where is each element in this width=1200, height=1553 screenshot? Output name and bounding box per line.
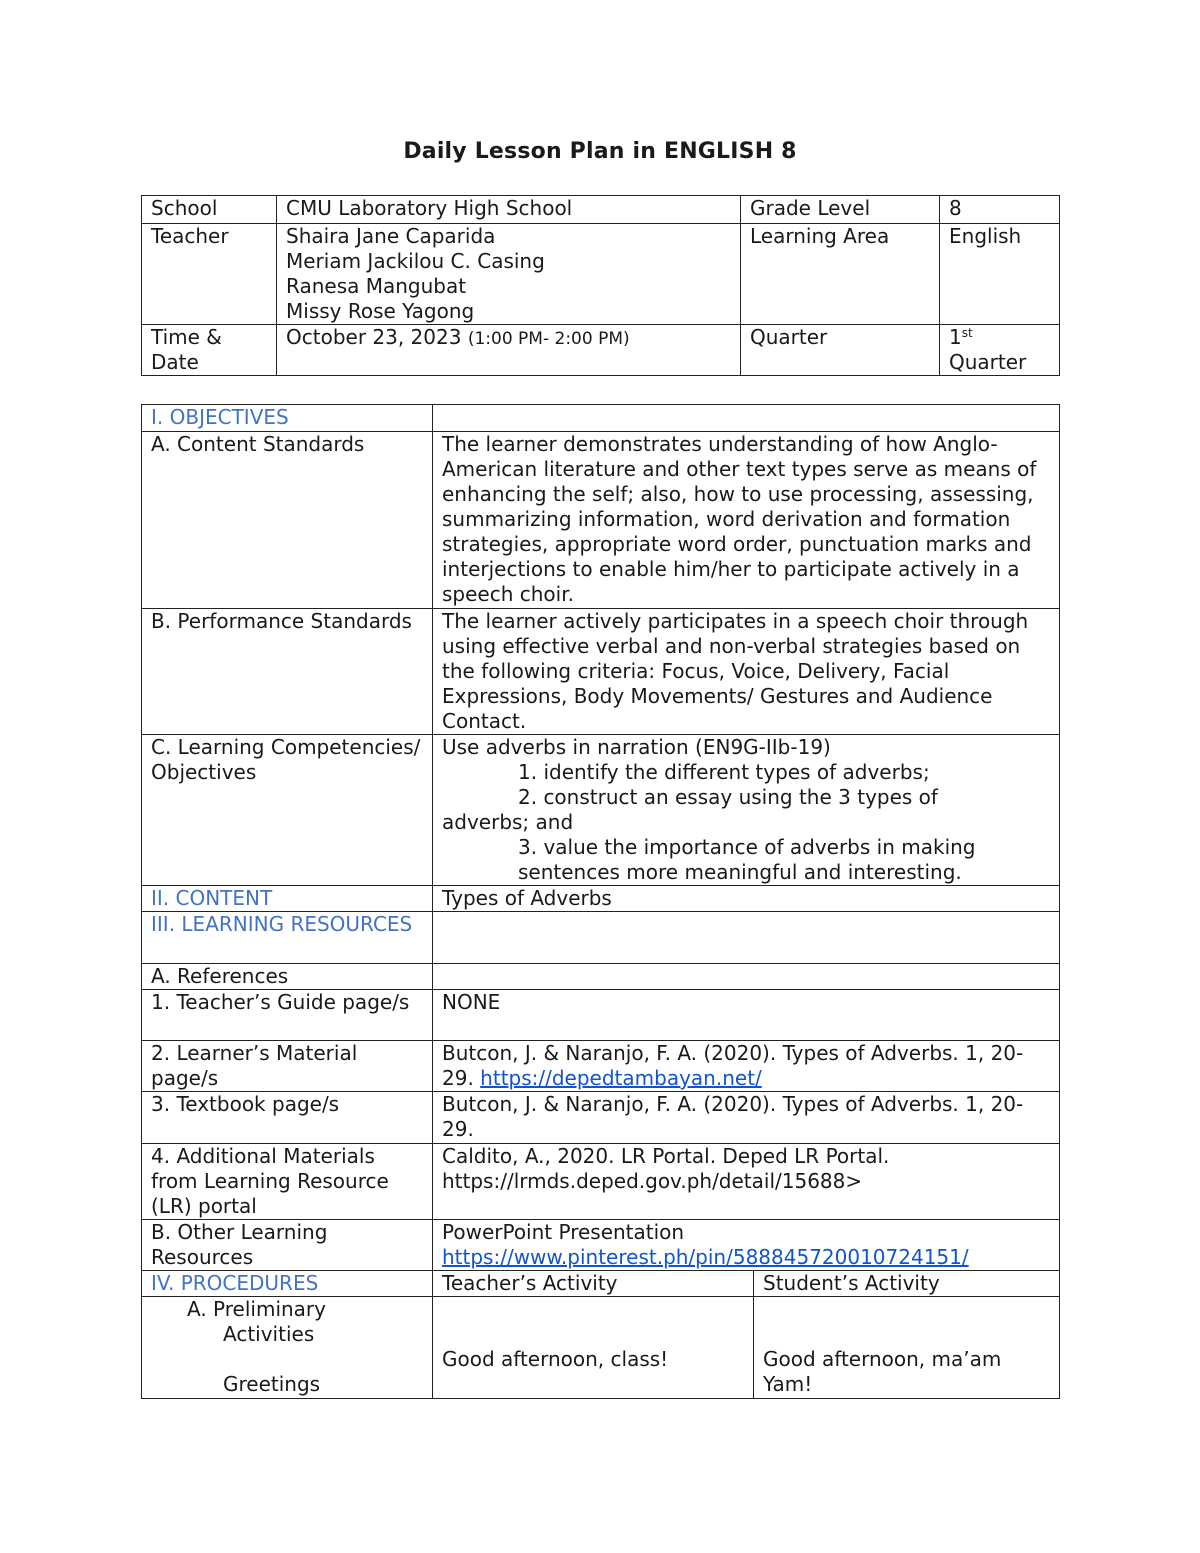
teacher-label: Teacher — [142, 224, 277, 325]
school-value: CMU Laboratory High School — [277, 196, 741, 224]
learning-resources-heading: III. LEARNING RESOURCES — [142, 912, 433, 964]
learners-material-label: 2. Learner’s Material page/s — [142, 1041, 433, 1092]
references-label: A. References — [142, 964, 433, 990]
activities-label: Activities — [223, 1322, 315, 1346]
references-empty-cell — [433, 964, 1060, 990]
objectives-heading: I. OBJECTIVES — [142, 405, 433, 432]
teachers-guide-label: 1. Teacher’s Guide page/s — [142, 990, 433, 1041]
school-label: School — [142, 196, 277, 224]
teacher-name: Missy Rose Yagong — [286, 299, 475, 323]
content-heading: II. CONTENT — [142, 886, 433, 912]
content-standards-label: A. Content Standards — [142, 432, 433, 609]
procedures-heading: IV. PROCEDURES — [142, 1271, 433, 1297]
other-resources-value — [433, 1220, 1060, 1271]
student-greeting: Good afternoon, ma’am Yam! — [763, 1347, 1002, 1396]
time-date-value — [277, 325, 741, 376]
learners-material-citation: Butcon, J. & Naranjo, F. A. (2020). Types of Adverbs. 1, 20-29. — [442, 1041, 1024, 1090]
teacher-activity-header: Teacher’s Activity — [433, 1271, 754, 1297]
performance-standards-text: The learner actively participates in a speech choir through using effective verbal and non-verbal strategies based on the following criteria: Focus, Voice, Delivery, Facial Expressions, Body Movements/ Gestures and Audience Contact. — [433, 609, 1060, 735]
performance-standards-label: B. Performance Standards — [142, 609, 433, 735]
header-info-table — [141, 195, 1060, 376]
student-greeting-cell — [754, 1297, 1060, 1399]
learning-area-label: Learning Area — [741, 224, 940, 325]
teacher-greeting-cell — [433, 1297, 754, 1399]
pinterest-link[interactable]: https://www.pinterest.ph/pin/588845720010724151/ — [442, 1245, 969, 1269]
depedtambayan-link[interactable]: https://depedtambayan.net/ — [480, 1066, 762, 1090]
competency-item: 2. construct an essay using the 3 types of — [518, 785, 938, 809]
objectives-empty-cell — [433, 405, 1060, 432]
textbook-label: 3. Textbook page/s — [142, 1092, 433, 1144]
content-standards-text: The learner demonstrates understanding of how Anglo-American literature and other text types serve as means of enhancing the self; also, how to use processing, assessing, summarizing information, word derivation and formation strategies, appropriate word order, punctuation marks and interjections to enable him/her to participate actively in a speech choir. — [433, 432, 1060, 609]
grade-level-label: Grade Level — [741, 196, 940, 224]
student-activity-header: Student’s Activity — [754, 1271, 1060, 1297]
quarter-value — [940, 325, 1060, 376]
competencies-label: C. Learning Competencies/ Objectives — [142, 735, 433, 886]
competency-item: 1. identify the different types of adverbs; — [518, 760, 930, 784]
additional-materials-citation: Caldito, A., 2020. LR Portal. Deped LR Portal. — [442, 1144, 890, 1168]
quarter-word: Quarter — [949, 350, 1027, 374]
grade-level-value: 8 — [940, 196, 1060, 224]
teacher-name: Shaira Jane Caparida — [286, 224, 496, 248]
teachers-guide-value: NONE — [433, 990, 1060, 1041]
preliminary-label: A. Preliminary — [187, 1297, 326, 1321]
competency-item-continued: adverbs; and — [442, 810, 574, 834]
content-value: Types of Adverbs — [433, 886, 1060, 912]
teacher-name: Ranesa Mangubat — [286, 274, 467, 298]
quarter-number: 1 — [949, 325, 962, 349]
learning-area-value: English — [940, 224, 1060, 325]
time-value: (1:00 PM- 2:00 PM) — [467, 329, 630, 349]
competencies-text — [433, 735, 1060, 886]
teacher-list — [277, 224, 741, 325]
quarter-label: Quarter — [741, 325, 940, 376]
date-value: October 23, 2023 — [286, 325, 462, 349]
competency-item: 3. value the importance of adverbs in making sentences more meaningful and interesting. — [518, 835, 976, 884]
learners-material-value — [433, 1041, 1060, 1092]
lesson-plan-table — [141, 404, 1060, 1399]
additional-materials-label: 4. Additional Materials from Learning Resource (LR) portal — [142, 1144, 433, 1220]
greetings-label: Greetings — [223, 1372, 321, 1396]
learning-resources-empty-cell — [433, 912, 1060, 964]
teacher-greeting: Good afternoon, class! — [442, 1347, 669, 1371]
textbook-value: Butcon, J. & Naranjo, F. A. (2020). Types of Adverbs. 1, 20-29. — [433, 1092, 1060, 1144]
teacher-name: Meriam Jackilou C. Casing — [286, 249, 545, 273]
competencies-intro: Use adverbs in narration (EN9G-IIb-19) — [442, 735, 831, 759]
page-title: Daily Lesson Plan in ENGLISH 8 — [403, 139, 797, 164]
time-date-label: Time & Date — [142, 325, 277, 376]
preliminary-activities-label — [142, 1297, 433, 1399]
lr-portal-url: https://lrmds.deped.gov.ph/detail/15688> — [442, 1169, 863, 1193]
other-resources-label: B. Other Learning Resources — [142, 1220, 433, 1271]
additional-materials-value — [433, 1144, 1060, 1220]
powerpoint-label: PowerPoint Presentation — [442, 1220, 685, 1244]
quarter-ordinal: st — [961, 326, 973, 340]
